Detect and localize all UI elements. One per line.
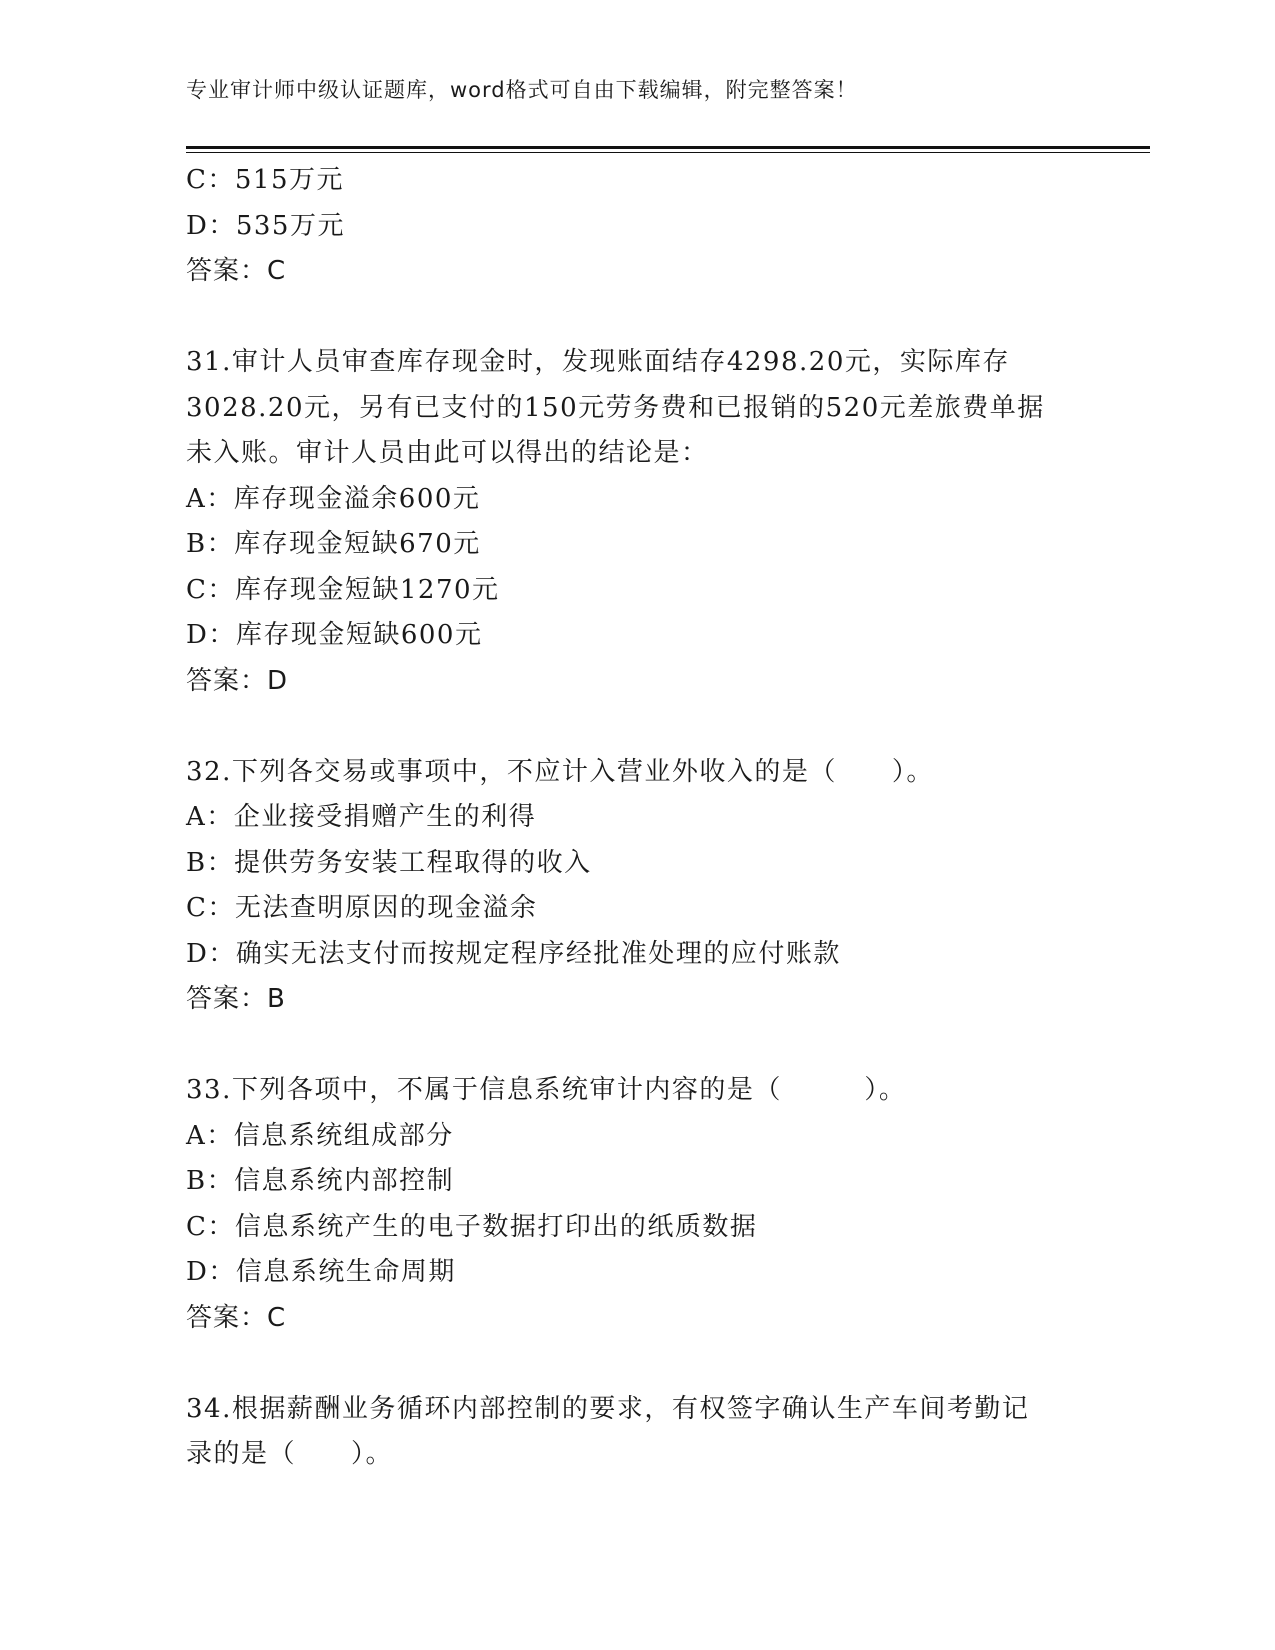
prev-question — [186, 158, 1086, 295]
question-text: 3028.20元，另有已支付的150元劳务费和已报销的520元差旅费单据 — [186, 392, 1045, 423]
question-text: 未入账。审计人员由此可以得出的结论是： — [186, 438, 709, 468]
option-d: D：确实无法支付而按规定程序经批准处理的应付账款 — [186, 938, 841, 969]
option-b: B：信息系统内部控制 — [186, 1166, 455, 1196]
option-d: D：信息系统生命周期 — [186, 1257, 456, 1287]
option-d: D：库存现金短缺600元 — [186, 620, 483, 650]
option-c: C：信息系统产生的电子数据打印出的纸质数据 — [186, 1211, 758, 1242]
option-a: A：信息系统组成部分 — [186, 1120, 454, 1151]
question-31 — [186, 340, 1086, 704]
answer: 答案：C — [186, 256, 287, 286]
question-32 — [186, 750, 1086, 1023]
spacer — [186, 1341, 1086, 1387]
option-b: B：提供劳务安装工程取得的收入 — [186, 847, 592, 878]
question-text: 31.审计人员审查库存现金时，发现账面结存4298.20元，实际库存 — [186, 347, 1010, 377]
header-rule-thick — [186, 146, 1150, 149]
question-text: 录的是（ ）。 — [186, 1439, 394, 1469]
option-c: C：库存现金短缺1270元 — [186, 574, 500, 605]
spacer — [186, 295, 1086, 341]
answer: 答案：C — [186, 1302, 287, 1333]
option-a: A：库存现金溢余600元 — [186, 483, 481, 514]
option-a: A：企业接受捐赠产生的利得 — [186, 802, 537, 832]
spacer — [186, 704, 1086, 750]
answer: 答案：B — [186, 984, 286, 1014]
page-header: 专业审计师中级认证题库，word格式可自由下载编辑，附完整答案！ — [186, 78, 858, 102]
question-34 — [186, 1387, 1086, 1478]
option-c: C：无法查明原因的现金溢余 — [186, 893, 538, 923]
question-33 — [186, 1068, 1086, 1341]
option-b: B：库存现金短缺670元 — [186, 529, 481, 559]
question-text: 33.下列各项中，不属于信息系统审计内容的是（ ）。 — [186, 1075, 907, 1105]
header-rule-thin — [186, 152, 1150, 153]
answer: 答案：D — [186, 665, 289, 696]
option-c: C：515万元 — [186, 165, 345, 195]
spacer — [186, 1023, 1086, 1069]
question-text: 34.根据薪酬业务循环内部控制的要求，有权签字确认生产车间考勤记 — [186, 1393, 1030, 1424]
question-content — [186, 158, 1086, 1478]
question-text: 32.下列各交易或事项中，不应计入营业外收入的是（ ）。 — [186, 756, 934, 787]
option-d: D：535万元 — [186, 210, 345, 241]
